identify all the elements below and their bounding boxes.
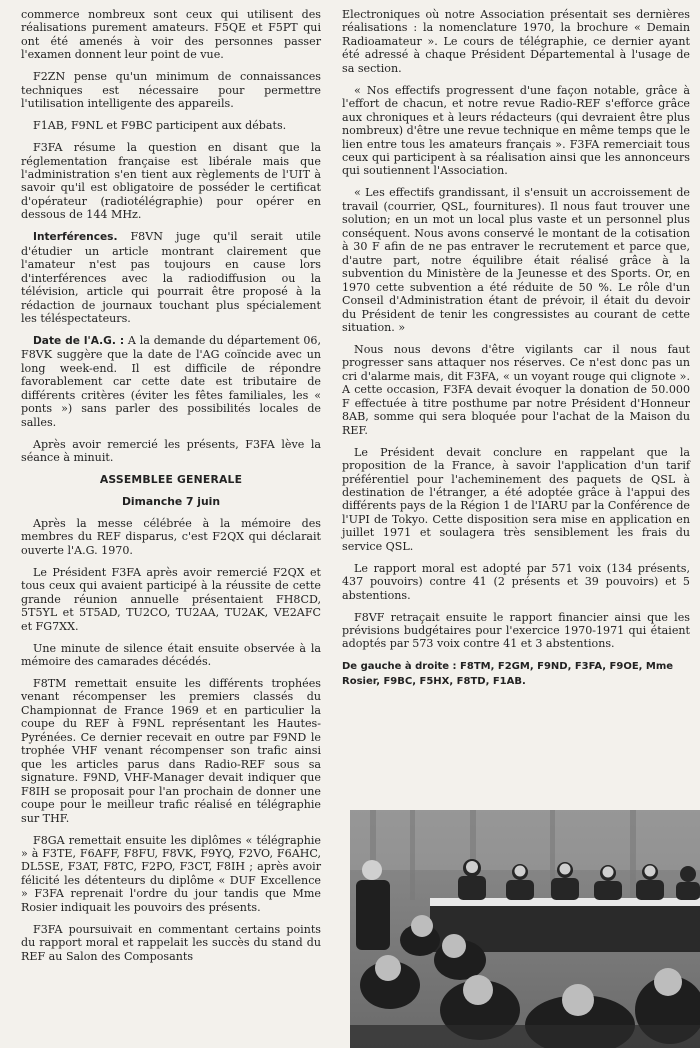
paragraph-lead: Date de l'A.G. : [33, 335, 125, 348]
left-column [21, 8, 321, 972]
right-column [342, 8, 690, 698]
paragraph-date-ag [21, 334, 321, 429]
paragraph: F8TM remettait ensuite les différents trophées venant récompenser les premiers classés du Championnat de France 1969 et en particulier la coupe du REF à F9NL représentant les Hautes-Pyrénées. Ce dernier recevait en outre par F9ND le trophée VHF venant récompenser son trafic ainsi que les articles parus dans Radio-REF sous sa signature. F9ND, VHF-Manager devait indiquer que F8IH se proposait pour l'an prochain de donner une coupe pour le meilleur trafic réalisé en télégraphie sur THF. [21, 677, 321, 825]
section-title: ASSEMBLEE GENERALE [99, 473, 243, 487]
paragraph: Le Président F3FA après avoir remercié F2QX et tous ceux qui avaient participé à la réussite de cette grande réunion annuelle présentaient FH8CD, 5T5YL et 5T5AD, TU2CO, TU2AA, TU2AK, VE2AFC et FG7XX. [21, 565, 321, 633]
paragraph-body: F8VN juge qu'il serait utile d'étudier un article montrant clairement que l'amateur n'est pas toujours en cause lors d'interférences avec la radiodiffusion ou la télévision, article qui pourrait être proposé à la rédaction de journaux touchant plus spécialement les téléspectateurs. [21, 230, 321, 326]
paragraph-body: A la demande du département 06, F8VK suggère que la date de l'AG coïncide avec un long week-end. Il est difficile de répondre favorablement car cette date est tributaire de différents critères (éviter les fêtes familiales, les « ponts ») sans parler des possibilités locales de salles. [21, 334, 321, 429]
paragraph: F1AB, F9NL et F9BC participent aux débats. [33, 119, 287, 133]
paragraph: Nous nous devons d'être vigilants car il nous faut progresser sans attaquer nos réserves. Ce n'est donc pas un cri d'alarme mais, dit F3FA, « un voyant rouge qui clignote ». A cette occasion, F3FA devait évoquer la donation de 50.000 F effectuée à titre posthume par notre Président d'Honneur 8AB, somme qui sera bloquée pour l'achat de la Maison du REF. [342, 342, 690, 437]
paragraph-interferences [21, 230, 321, 325]
paragraph: Electroniques où notre Association présentait ses dernières réalisations : la nomenclature 1970, la brochure « Demain Radioamateur ». Le cours de télégraphie, ce dernier ayant été adressé à chaque Président Départemental à l'usage de sa section. [342, 8, 690, 75]
paragraph: F8GA remettait ensuite les diplômes « télégraphie » à F3TE, F6AFF, F8FU, F8VK, F9YQ, F2VO, F6AHC, DL5SE, F3AT, F8TC, F2PO, F3CT, F8IH ; après avoir félicité les détenteurs du diplôme « DUF Excellence » F3FA reprenait l'ordre du jour tandis que Mme Rosier indiquait les pouvoirs des présents. [21, 833, 321, 914]
paragraph: F2ZN pense qu'un minimum de connaissances techniques est nécessaire pour permettre l'utilisation intelligente des appareils. [21, 70, 321, 111]
paragraph: commerce nombreux sont ceux qui utilisent des réalisations purement amateurs. F5QE et F5PT qui ont été amenés à voir des personnes passer l'examen donnent leur point de vue. [21, 8, 321, 62]
paragraph: F8VF retraçait ensuite le rapport financier ainsi que les prévisions budgétaires pour l'exercice 1970-1971 qui étaient adoptés par 573 voix contre 41 et 3 abstentions. [342, 610, 690, 651]
paragraph: Après la messe célébrée à la mémoire des membres du REF disparus, c'est F2QX qui déclarait ouverte l'A.G. 1970. [21, 517, 321, 557]
paragraph: Le Président devait conclure en rappelant que la proposition de la France, à savoir l'application d'un tarif préférentiel pour l'acheminement des paquets de QSL à destination de l'étranger, a été adoptée grâce à l'appui des différents pays de la Région 1 de l'IARU par la Conférence de l'UPI de Tokyo. Cette disposition sera mise en application en juillet 1971 et soulagera très sensiblement les frais du service QSL. [342, 445, 690, 553]
section-subtitle: Dimanche 7 juin [121, 495, 221, 509]
paragraph: « Nos effectifs progressent d'une façon notable, grâce à l'effort de chacun, et notre revue Radio-REF s'efforce grâce aux chroniques et à leurs rédacteurs (qui devraient être plus nombreux) d'être une revue technique en même temps que le lien entre tous les amateurs français ». F3FA remerciait tous ceux qui participent à sa réalisation ainsi que les annonceurs qui soutiennent l'Association. [342, 83, 690, 178]
paragraph: Une minute de silence était ensuite observée à la mémoire des camarades décédés. [21, 641, 321, 669]
paragraph: F3FA poursuivait en commentant certains points du rapport moral et rappelait les succès du stand du REF au Salon des Composants [21, 922, 321, 963]
meeting-photo-illustration [350, 810, 700, 1048]
paragraph-lead: Interférences. [33, 231, 118, 244]
meeting-photo [350, 810, 700, 1048]
paragraph: F3FA résume la question en disant que la réglementation française est libérale mais que l'administration s'en tient aux règlements de l'UIT à savoir qu'il est obligatoire de posséder le certificat d'opérateur (radiotélégraphie) pour opérer en dessous de 144 MHz. [21, 141, 321, 222]
paragraph: « Les effectifs grandissant, il s'ensuit un accroissement de travail (courrier, QSL, fournitures). Il nous faut trouver une solution; en un mot un local plus vaste et un personnel plus conséquent. Nous avons conservé le montant de la cotisation à 30 F afin de ne pas entraver le recrutement et parce que, d'autre part, notre équilibre était réalisé grâce à la subvention du Ministère de la Jeunesse et des Sports. Or, en 1970 cette subvention a été réduite de 50 %. Le rôle d'un Conseil d'Administration étant de prévoir, il était du devoir du Président de tenir les congressistes au courant de cette situation. » [342, 186, 690, 334]
paragraph: Le rapport moral est adopté par 571 voix (134 présents, 437 pouvoirs) contre 41 (2 présents et 39 pouvoirs) et 5 abstentions. [342, 561, 690, 602]
paragraph: Après avoir remercié les présents, F3FA lève la séance à minuit. [21, 437, 321, 465]
photo-caption: De gauche à droite : F8TM, F2GM, F9ND, F3FA, F9OE, Mme Rosier, F9BC, F5HX, F8TD, F1AB. [342, 661, 674, 688]
